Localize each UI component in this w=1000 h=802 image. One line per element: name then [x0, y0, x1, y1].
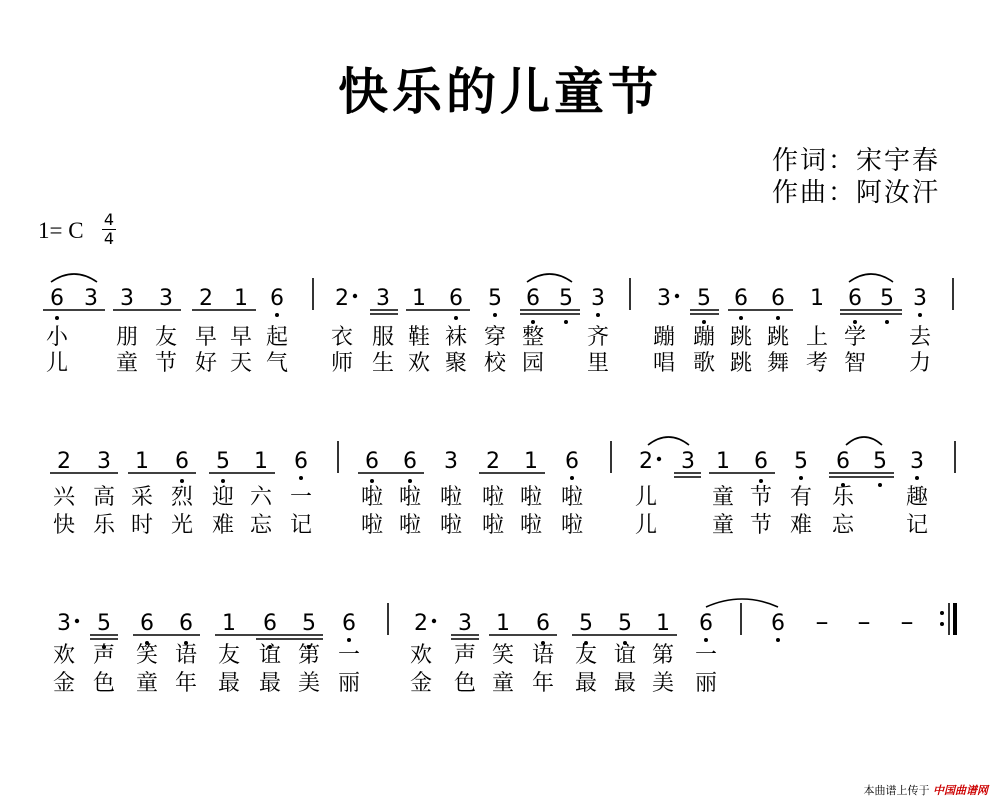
note: 6 — [536, 611, 550, 636]
slur-arc — [846, 437, 882, 445]
slur-arc — [648, 437, 689, 445]
lyric-char: 啦 — [398, 485, 422, 510]
note: 2 — [199, 286, 213, 311]
lyric-char: 早 — [229, 325, 253, 350]
octave-dot — [564, 320, 568, 324]
lyric-char: 学 — [843, 325, 867, 350]
lyric-char: 啦 — [360, 485, 384, 510]
note: 6 — [526, 286, 540, 311]
note: 1 — [222, 611, 236, 636]
lyric-char: 笑 — [491, 643, 515, 668]
lyric-char: 童 — [135, 671, 159, 696]
lyric-char: 声 — [92, 643, 116, 668]
lyric-char: 丽 — [337, 671, 361, 696]
lyric-char: 啦 — [560, 485, 584, 510]
lyric-char: 起 — [265, 325, 289, 350]
lyric-char: 乐 — [831, 485, 855, 510]
note: 5 — [880, 286, 894, 311]
note: 6 — [734, 286, 748, 311]
slur-arc — [706, 599, 778, 607]
note: 6 — [449, 286, 463, 311]
lyric-char: 美 — [297, 671, 321, 696]
lyric-char: 齐 — [586, 325, 610, 350]
note: 3 — [657, 286, 671, 311]
lyric-char: 语 — [531, 643, 555, 668]
lyric-char: 最 — [258, 671, 282, 696]
note: 3 — [376, 286, 390, 311]
lyric-char: 采 — [130, 485, 154, 510]
note: 2 — [414, 611, 428, 636]
lyric-char: 天 — [229, 351, 253, 376]
octave-dot — [885, 320, 889, 324]
note: 6 — [836, 449, 850, 474]
note: 3 — [458, 611, 472, 636]
lyric-char: 年 — [531, 671, 555, 696]
time-signature-bottom: 4 — [103, 229, 115, 248]
note: 6 — [403, 449, 417, 474]
note: 6 — [342, 611, 356, 636]
lyric-char: 节 — [749, 513, 773, 538]
lyric-char: 友 — [574, 643, 598, 668]
lyric-char: 趣 — [905, 485, 929, 510]
slur-arc — [849, 274, 893, 282]
note: 6 — [263, 611, 277, 636]
octave-dot — [918, 313, 922, 317]
lyric-char: 童 — [115, 351, 139, 376]
lyric-char: 语 — [174, 643, 198, 668]
note: 1 — [254, 449, 268, 474]
lyric-char: 金 — [52, 671, 76, 696]
lyric-char: 啦 — [360, 513, 384, 538]
lyric-char: 蹦 — [692, 325, 716, 350]
lyric-char: 鞋 — [407, 325, 431, 350]
note: 5 — [873, 449, 887, 474]
lyric-char: 考 — [805, 351, 829, 376]
note: 5 — [97, 611, 111, 636]
lyric-char: 忘 — [831, 513, 855, 538]
lyric-char: 难 — [211, 513, 235, 538]
note: 1 — [810, 286, 824, 311]
note: 6 — [848, 286, 862, 311]
footer-site: 中国曲谱网 — [933, 784, 988, 797]
key-signature: 1= C — [38, 218, 84, 243]
lyric-char: 歌 — [692, 351, 716, 376]
lyric-char: 最 — [217, 671, 241, 696]
lyric-char: 欢 — [409, 643, 433, 668]
lyric-char: 生 — [371, 351, 395, 376]
lyric-char: 啦 — [481, 485, 505, 510]
note: 3 — [97, 449, 111, 474]
lyric-char: 儿 — [634, 513, 658, 538]
note: 5 — [216, 449, 230, 474]
lyric-char: 忘 — [249, 513, 273, 538]
note: 1 — [234, 286, 248, 311]
augmentation-dot — [657, 457, 661, 461]
lyric-char: 小 — [45, 325, 69, 350]
lyric-char: 高 — [92, 485, 116, 510]
octave-dot — [596, 313, 600, 317]
lyric-char: 跳 — [729, 351, 753, 376]
lyric-char: 最 — [613, 671, 637, 696]
lyric-char: 谊 — [258, 643, 282, 668]
note: 1 — [412, 286, 426, 311]
lyric-char: 气 — [265, 351, 289, 376]
lyric-char: 童 — [491, 671, 515, 696]
note: 6 — [754, 449, 768, 474]
octave-dot — [878, 483, 882, 487]
note: 5 — [559, 286, 573, 311]
lyric-char: 上 — [805, 325, 829, 350]
note: 2 — [486, 449, 500, 474]
lyric-char: 聚 — [444, 351, 468, 376]
lyric-char: 啦 — [560, 513, 584, 538]
lyric-char: 啦 — [439, 513, 463, 538]
lyric-char: 智 — [843, 351, 867, 376]
note: 3 — [84, 286, 98, 311]
note: 6 — [175, 449, 189, 474]
time-signature-top: 4 — [103, 210, 115, 229]
lyric-char: 最 — [574, 671, 598, 696]
lyric-char: 服 — [371, 325, 395, 350]
lyric-char: 一 — [337, 643, 361, 668]
lyric-char: 跳 — [729, 325, 753, 350]
lyric-char: 啦 — [519, 513, 543, 538]
sustain-dash: – — [900, 607, 914, 637]
lyric-char: 欢 — [52, 643, 76, 668]
lyric-char: 整 — [521, 325, 545, 350]
lyric-char: 去 — [908, 325, 932, 350]
lyric-char: 欢 — [407, 351, 431, 376]
note: 5 — [488, 286, 502, 311]
slur-arc — [51, 274, 97, 282]
lyric-char: 第 — [297, 643, 321, 668]
note: 3 — [910, 449, 924, 474]
footer-watermark — [864, 782, 989, 798]
composer-credit: 作曲：阿汝汗 — [772, 178, 941, 208]
lyric-char: 兴 — [52, 485, 76, 510]
lyric-char: 美 — [651, 671, 675, 696]
note: 3 — [444, 449, 458, 474]
note: 6 — [565, 449, 579, 474]
song-title: 快乐的儿童节 — [338, 63, 662, 121]
lyric-char: 一 — [694, 643, 718, 668]
lyric-char: 友 — [154, 325, 178, 350]
lyric-char: 啦 — [398, 513, 422, 538]
lyric-char: 里 — [586, 351, 610, 376]
note: 3 — [159, 286, 173, 311]
lyric-char: 声 — [453, 643, 477, 668]
lyric-char: 烈 — [170, 485, 194, 510]
note: 6 — [771, 611, 785, 636]
note: 3 — [120, 286, 134, 311]
note: 2 — [639, 449, 653, 474]
lyric-char: 唱 — [652, 351, 676, 376]
lyric-char: 六 — [249, 485, 273, 510]
note: 1 — [524, 449, 538, 474]
note: 1 — [496, 611, 510, 636]
lyric-char: 衣 — [330, 325, 354, 350]
note: 1 — [656, 611, 670, 636]
lyric-char: 迎 — [211, 485, 235, 510]
note: 5 — [794, 449, 808, 474]
lyric-char: 丽 — [694, 671, 718, 696]
lyric-char: 跳 — [766, 325, 790, 350]
note: 6 — [771, 286, 785, 311]
note: 2 — [335, 286, 349, 311]
lyric-char: 记 — [289, 513, 313, 538]
octave-dot — [275, 313, 279, 317]
note: 6 — [365, 449, 379, 474]
note: 3 — [913, 286, 927, 311]
note: 6 — [50, 286, 64, 311]
lyric-char: 早 — [194, 325, 218, 350]
sustain-dash: – — [815, 607, 829, 637]
octave-dot — [776, 638, 780, 642]
lyric-char: 啦 — [481, 513, 505, 538]
slur-arc — [527, 274, 572, 282]
note: 6 — [699, 611, 713, 636]
lyric-char: 有 — [789, 485, 813, 510]
lyric-char: 童 — [711, 485, 735, 510]
lyric-char: 袜 — [444, 325, 468, 350]
footer-prefix: 本曲谱上传于 — [863, 784, 930, 797]
lyric-char: 啦 — [519, 485, 543, 510]
lyric-char: 难 — [789, 513, 813, 538]
sustain-dash: – — [857, 607, 871, 637]
lyricist-credit: 作词：宋宇春 — [772, 146, 941, 176]
lyric-char: 校 — [483, 351, 507, 376]
note: 3 — [681, 449, 695, 474]
lyric-char: 一 — [289, 485, 313, 510]
note: 1 — [716, 449, 730, 474]
lyric-char: 儿 — [634, 485, 658, 510]
augmentation-dot — [675, 294, 679, 298]
lyric-char: 金 — [409, 671, 433, 696]
lyric-char: 友 — [217, 643, 241, 668]
lyric-char: 蹦 — [652, 325, 676, 350]
note: 6 — [179, 611, 193, 636]
lyric-char: 第 — [651, 643, 675, 668]
lyric-char: 师 — [330, 351, 354, 376]
lyric-char: 时 — [130, 513, 154, 538]
note: 5 — [697, 286, 711, 311]
lyric-char: 儿 — [45, 351, 69, 376]
lyric-char: 记 — [905, 513, 929, 538]
lyric-char: 节 — [749, 485, 773, 510]
note: 6 — [294, 449, 308, 474]
lyric-char: 童 — [711, 513, 735, 538]
lyric-char: 好 — [194, 351, 218, 376]
note: 1 — [135, 449, 149, 474]
lyric-char: 节 — [154, 351, 178, 376]
repeat-dot — [940, 622, 944, 626]
lyric-char: 舞 — [766, 351, 790, 376]
lyric-char: 快 — [52, 513, 76, 538]
note: 5 — [302, 611, 316, 636]
lyric-char: 园 — [521, 351, 545, 376]
lyric-char: 色 — [453, 671, 477, 696]
lyric-char: 光 — [170, 513, 194, 538]
lyric-char: 色 — [92, 671, 116, 696]
lyric-char: 力 — [908, 351, 932, 376]
note: 5 — [618, 611, 632, 636]
octave-dot — [493, 313, 497, 317]
lyric-char: 朋 — [115, 325, 139, 350]
lyric-char: 穿 — [483, 325, 507, 350]
augmentation-dot — [75, 619, 79, 623]
repeat-dot — [940, 611, 944, 615]
lyric-char: 乐 — [92, 513, 116, 538]
note: 2 — [57, 449, 71, 474]
note: 5 — [579, 611, 593, 636]
lyric-char: 年 — [174, 671, 198, 696]
note: 3 — [591, 286, 605, 311]
note: 6 — [140, 611, 154, 636]
augmentation-dot — [353, 294, 357, 298]
lyric-char: 谊 — [613, 643, 637, 668]
lyric-char: 啦 — [439, 485, 463, 510]
augmentation-dot — [432, 619, 436, 623]
lyric-char: 笑 — [135, 643, 159, 668]
note: 3 — [57, 611, 71, 636]
note: 6 — [270, 286, 284, 311]
